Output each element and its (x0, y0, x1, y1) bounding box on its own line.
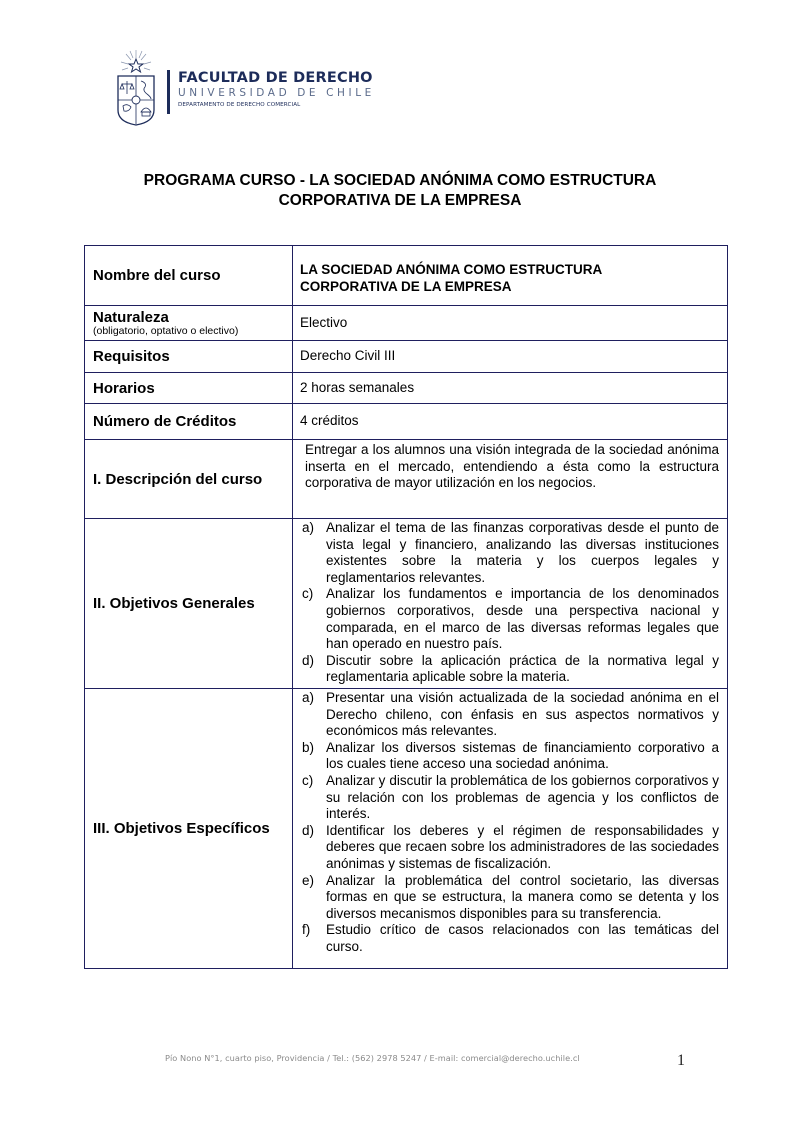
table-row-general-objectives (85, 519, 728, 689)
list-item-text: Estudio crítico de casos relacionados con las temáticas del curso. (326, 922, 719, 954)
document-title (0, 171, 800, 211)
list-marker: f) (302, 922, 311, 938)
list-marker: e) (302, 872, 315, 888)
logo-divider (167, 70, 170, 114)
list-marker: a) (302, 690, 315, 705)
row-label: II. Objetivos Generales (85, 519, 293, 689)
row-label (85, 306, 293, 341)
list-item (300, 586, 719, 652)
nature-label: Naturaleza (93, 308, 169, 326)
list-marker: c) (302, 772, 314, 788)
list-item-text: Identificar los deberes y el régimen de responsabilidades y deberes que recaen sobre los administradores de las sociedades anónimas y sistemas de fiscalización. (326, 822, 719, 871)
table-row-course-name (85, 246, 728, 306)
list-item (300, 773, 719, 823)
list-item-text: Analizar el tema de las finanzas corporativas desde el punto de vista legal y financiero, analizando las diversas instituciones existentes sobre la materia y los cuerpos legales y reglamentarios relevantes. (326, 520, 719, 585)
list-item-text: Analizar la problemática del control societario, las diversas formas en que se estructura, la manera como se detenta y los diversos mecanismos disponibles para su transferencia. (326, 872, 719, 921)
course-info-table (84, 245, 728, 969)
letterhead (113, 48, 375, 126)
list-item-text: Analizar y discutir la problemática de los gobiernos corporativos y su relación con los problemas de agencia y los conflictos de interés. (326, 772, 719, 822)
list-marker: b) (302, 739, 315, 755)
row-label: III. Objetivos Específicos (85, 689, 293, 969)
list-marker: a) (302, 520, 315, 535)
document-title-line-2: CORPORATIVA DE LA EMPRESA (278, 192, 522, 209)
list-item (300, 740, 719, 773)
specific-objectives-list (300, 690, 719, 956)
list-item (300, 690, 719, 740)
page-number: 1 (677, 1052, 685, 1069)
course-name-line-1: LA SOCIEDAD ANÓNIMA COMO ESTRUCTURA (300, 262, 603, 277)
list-item-text: Discutir sobre la aplicación práctica de la normativa legal y reglamentaria aplicable sobre la materia. (326, 652, 719, 685)
table-row-requirements (85, 341, 728, 373)
list-item (300, 823, 719, 873)
university-crest-icon (113, 48, 159, 126)
course-description: Entregar a los alumnos una visión integrada de la sociedad anónima inserta en el mercado, entendiendo a ésta como la estructura corporativa de mayor utilización en los negocios. (305, 442, 719, 490)
description-cell (293, 440, 728, 519)
table-row-credits (85, 404, 728, 440)
table-row-schedule (85, 373, 728, 404)
nature-sublabel: (obligatorio, optativo o electivo) (93, 324, 239, 337)
requirements-value: Derecho Civil III (293, 341, 728, 373)
list-item-text: Analizar los diversos sistemas de financiamiento corporativo a los cuales tiene acceso una sociedad anónima. (326, 739, 719, 772)
list-item (300, 520, 719, 586)
row-label: Horarios (85, 373, 293, 404)
list-item (300, 873, 719, 923)
list-item-text: Analizar los fundamentos e importancia de los denominados gobiernos corporativos, desde una perspectiva nacional y comparada, en el marco de las diversas reformas legales que han operado en nuestro país. (326, 586, 719, 652)
row-label: Requisitos (85, 341, 293, 373)
specific-objectives-cell (293, 689, 728, 969)
table-row-specific-objectives (85, 689, 728, 969)
list-item (300, 922, 719, 955)
footer-contact: Pío Nono N°1, cuarto piso, Providencia / Tel.: (562) 2978 5247 / E-mail: comercial@derecho.uchile.cl (165, 1053, 580, 1063)
university-name: UNIVERSIDAD DE CHILE (178, 87, 375, 99)
schedule-value: 2 horas semanales (293, 373, 728, 404)
table-row-nature (85, 306, 728, 341)
table-row-description (85, 440, 728, 519)
general-objectives-cell (293, 519, 728, 689)
department-name: DEPARTAMENTO DE DERECHO COMERCIAL (178, 102, 301, 108)
document-title-line-1: PROGRAMA CURSO - LA SOCIEDAD ANÓNIMA COMO ESTRUCTURA (143, 172, 657, 189)
faculty-wordmark (178, 70, 375, 110)
row-label: Nombre del curso (85, 246, 293, 306)
list-item (300, 653, 719, 686)
nature-value: Electivo (293, 306, 728, 341)
credits-value: 4 créditos (293, 404, 728, 440)
course-name-line-2: CORPORATIVA DE LA EMPRESA (300, 278, 512, 294)
row-label: Número de Créditos (85, 404, 293, 440)
general-objectives-list (300, 520, 719, 686)
list-item-text: Presentar una visión actualizada de la sociedad anónima en el Derecho chileno, con énfasis en sus aspectos normativos y económicos más relevantes. (326, 690, 719, 739)
list-marker: c) (302, 586, 314, 602)
list-marker: d) (302, 822, 315, 838)
faculty-name: FACULTAD DE DERECHO (178, 70, 373, 86)
course-name-value (293, 246, 728, 306)
list-marker: d) (302, 652, 315, 668)
row-label: I. Descripción del curso (85, 440, 293, 519)
